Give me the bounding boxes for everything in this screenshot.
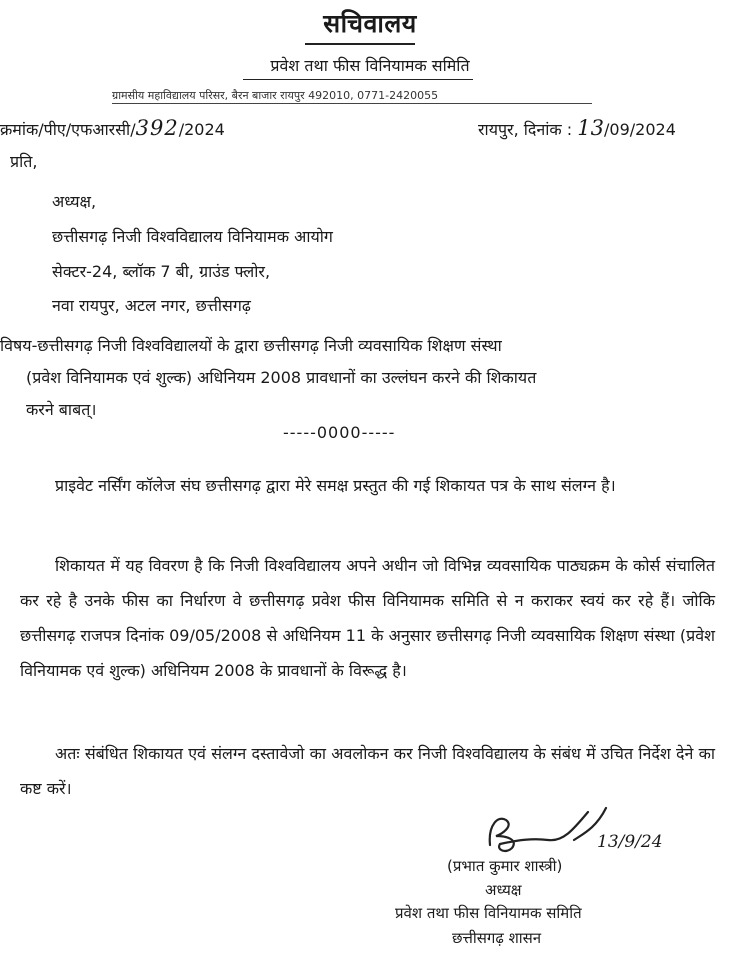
recipient-line-1: अध्यक्ष, xyxy=(52,192,97,211)
body-paragraph-2: शिकायत में यह विवरण है कि निजी विश्वविद्यालय अपने अधीन जो विभिन्न व्यवसायिक पाठ्यक्रम के कोर्स संचालित कर रहे है उनके फीस का निर्धारण वे छत्तीसगढ़ प्रवेश फीस विनियामक समिति से न कराकर स्वयं कर रहे हैं। जोकि छत्तीसगढ़ राजपत्र दिनांक 09/05/2008 से अधिनियम 11 के अनुसार छत्तीसगढ़ निजी व्यवसायिक शिक्षण संस्था (प्रवेश विनियामक एवं शुल्क) अधिनियम 2008 के प्रावधानों के विरूद्ध है। xyxy=(20,556,715,680)
date-handwritten-day: 13 xyxy=(577,116,605,140)
signatory-name: (प्रभात कुमार शास्त्री) xyxy=(447,857,563,875)
recipient-line-4: नवा रायपुर, अटल नगर, छत्तीसगढ़ xyxy=(52,296,251,315)
subject-line-2: (प्रवेश विनियामक एवं शुल्क) अधिनियम 2008 प्रावधानों का उल्लंघन करने की शिकायत xyxy=(26,368,537,387)
separator: -----0000----- xyxy=(283,423,396,442)
letter-date xyxy=(478,116,676,140)
body-paragraph-1: प्राइवेट नर्सिंग कॉलेज संघ छत्तीसगढ़ द्वारा मेरे समक्ष प्रस्तुत की गई शिकायत पत्र के साथ संलग्न है। xyxy=(55,476,616,495)
recipient-line-3: सेक्टर-24, ब्लॉक 7 बी, ग्राउंड फ्लोर, xyxy=(52,262,271,281)
signatory-department: प्रवेश तथा फीस विनियामक समिति xyxy=(395,904,582,922)
reference-year: /2024 xyxy=(178,120,225,139)
signature-handwritten-date: 13/9/24 xyxy=(597,832,663,852)
title-underline xyxy=(305,43,415,45)
salutation: प्रति, xyxy=(10,152,38,171)
reference-handwritten-number: 392 xyxy=(135,116,179,140)
subject-line-3: करने बाबत्। xyxy=(26,400,97,419)
body-paragraph-3: अतः संबंधित शिकायत एवं संलग्न दस्तावेजो का अवलोकन कर निजी विश्वविद्यालय के संबंध में उचित निर्देश देने का कष्ट करें। xyxy=(20,744,715,798)
reference-prefix: क्रमांक/पीए/एफआरसी/ xyxy=(0,120,136,139)
letterhead-subtitle: प्रवेश तथा फीस विनियामक समिति xyxy=(270,56,470,75)
date-rest: /09/2024 xyxy=(604,120,676,139)
signatory-designation: अध्यक्ष xyxy=(485,881,522,899)
recipient-line-2: छत्तीसगढ़ निजी विश्वविद्यालय विनियामक आयोग xyxy=(52,227,333,246)
date-label: रायपुर, दिनांक : xyxy=(478,120,573,139)
reference-number xyxy=(0,116,225,140)
address-underline xyxy=(112,103,592,104)
letterhead-title: सचिवालय xyxy=(323,9,417,38)
subtitle-underline xyxy=(243,79,473,80)
subject-block xyxy=(0,330,710,426)
letterhead-address: ग्रामसीय महाविद्यालय परिसर, बैरन बाजार रायपुर 492010, 0771-2420055 xyxy=(112,89,439,102)
subject-line-1: विषय-छत्तीसगढ़ निजी विश्वविद्यालयों के द्वारा छत्तीसगढ़ निजी व्यवसायिक शिक्षण संस्था xyxy=(0,336,502,355)
signatory-government: छत्तीसगढ़ शासन xyxy=(452,929,542,947)
